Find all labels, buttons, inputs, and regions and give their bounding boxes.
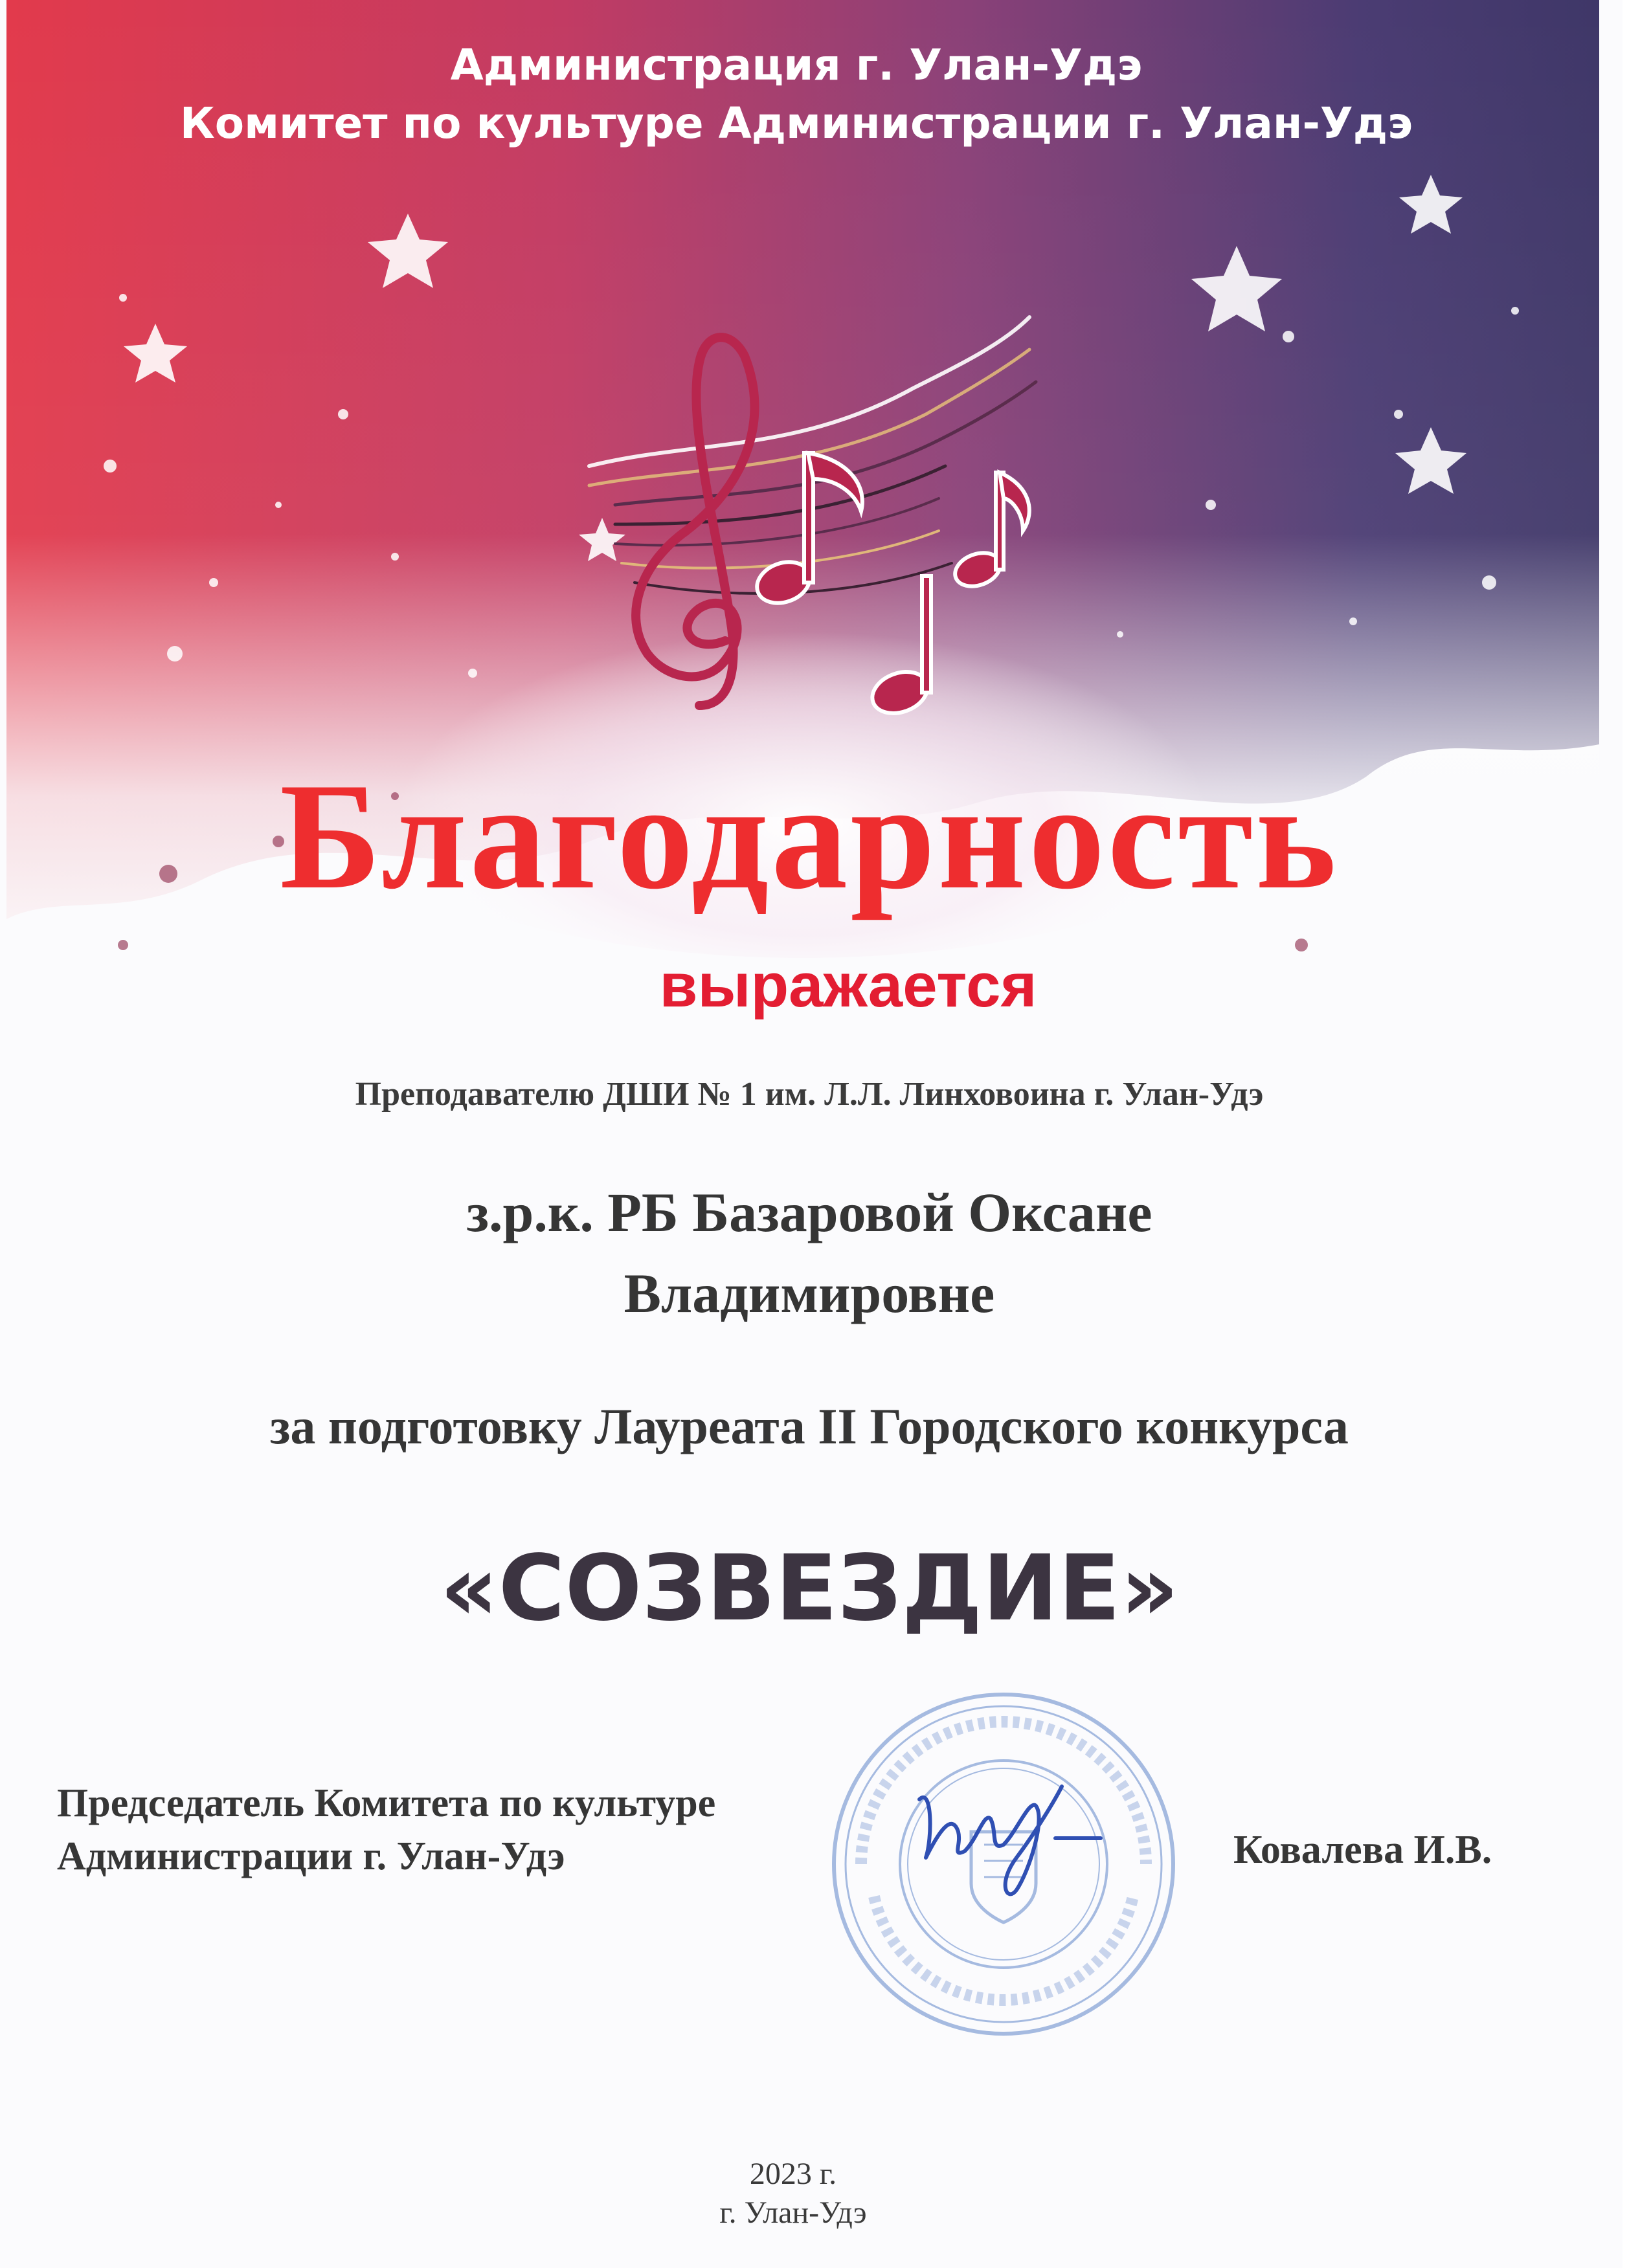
organization-line-2: Комитет по культуре Администрации г. Улан-Удэ (179, 98, 1413, 148)
issue-year: 2023 г. (749, 2157, 837, 2191)
signatory-position-line-2: Администрации г. Улан-Удэ (57, 1834, 565, 1878)
issue-city: г. Улан-Удэ (719, 2196, 867, 2230)
recipient-name-line-2: Владимировне (623, 1262, 995, 1324)
organization-line-1: Администрация г. Улан-Удэ (450, 40, 1143, 90)
signatory-position (57, 1777, 715, 1883)
handwritten-signature (906, 1761, 1120, 1903)
scan-margin (1623, 0, 1651, 2268)
recipient-name-line-1: з.р.к. РБ Базаровой Оксане (466, 1181, 1152, 1243)
contest-name: «СОЗВЕЗДИЕ» (440, 1536, 1179, 1641)
certificate-subtitle: выражается (659, 951, 1037, 1020)
award-reason: за подготовку Лауреата II Городского конкурса (270, 1398, 1349, 1454)
recipient-role: Преподавателю ДШИ № 1 им. Л.Л. Линховоина г. Улан-Удэ (355, 1076, 1264, 1113)
signatory-position-line-1: Председатель Комитета по культуре (57, 1781, 716, 1825)
treble-clef-music-notes-icon (576, 291, 1042, 731)
signatory-name: Ковалева И.В. (1233, 1828, 1492, 1872)
certificate-title: Благодарность (280, 752, 1339, 921)
